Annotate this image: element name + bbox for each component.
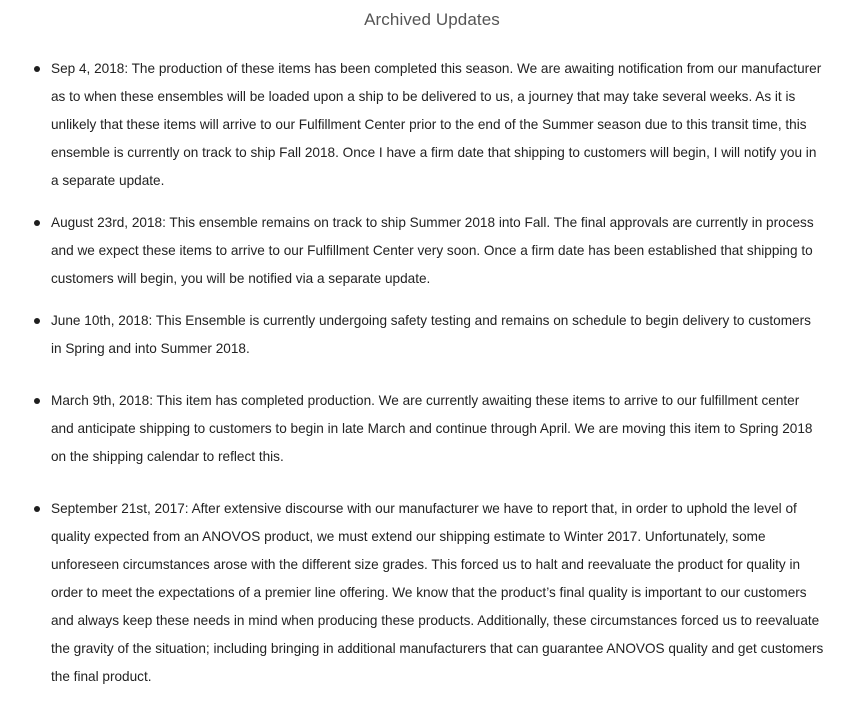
update-text: March 9th, 2018: This item has completed production. We are currently awaiting these items to arrive to our fulfillment center and anticipate shipping to customers to begin in late March and continue through April. We are moving this item to Spring 2018 on the shipping calendar to reflect this.	[51, 393, 813, 464]
updates-list	[0, 55, 864, 691]
bullet-icon	[34, 398, 40, 404]
list-item	[0, 209, 824, 293]
list-item	[0, 307, 824, 363]
bullet-icon	[34, 66, 40, 72]
list-item	[0, 495, 824, 691]
list-item	[0, 387, 824, 471]
update-text: Sep 4, 2018: The production of these items has been completed this season. We are awaiting notification from our manufacturer as to when these ensembles will be loaded upon a ship to be delivered to us, a journey that may take several weeks. As it is unlikely that these items will arrive to our Fulfillment Center prior to the end of the Summer season due to this transit time, this ensemble is currently on track to ship Fall 2018. Once I have a firm date that shipping to customers will begin, I will notify you in a separate update.	[51, 61, 822, 188]
update-text: September 21st, 2017: After extensive discourse with our manufacturer we have to report that, in order to uphold the level of quality expected from an ANOVOS product, we must extend our shipping estimate to Winter 2017. Unfortunately, some unforeseen circumstances arose with the different size grades. This forced us to halt and reevaluate the product for quality in order to meet the expectations of a premier line offering. We know that the product’s final quality is important to our customers and always keep these needs in mind when producing these products. Additionally, these circumstances forced us to reevaluate the gravity of the situation; including bringing in additional manufacturers that can guarantee ANOVOS quality and get customers the final product.	[51, 501, 824, 684]
bullet-icon	[34, 220, 40, 226]
bullet-icon	[34, 506, 40, 512]
page-title: Archived Updates	[364, 10, 500, 29]
list-item	[0, 55, 824, 195]
bullet-icon	[34, 318, 40, 324]
update-text: August 23rd, 2018: This ensemble remains on track to ship Summer 2018 into Fall. The final approvals are currently in process and we expect these items to arrive to our Fulfillment Center very soon. Once a firm date has been established that shipping to customers will begin, you will be notified via a separate update.	[51, 215, 814, 286]
update-text: June 10th, 2018: This Ensemble is currently undergoing safety testing and remains on schedule to begin delivery to customers in Spring and into Summer 2018.	[51, 313, 811, 356]
